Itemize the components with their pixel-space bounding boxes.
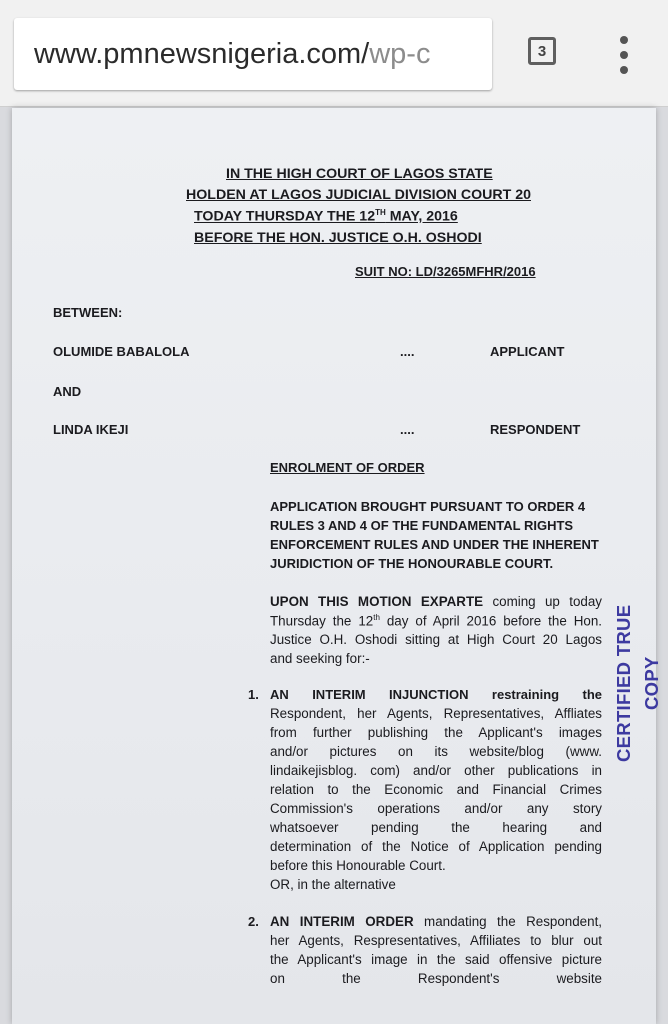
item-1-number: 1. — [248, 687, 259, 702]
url-faded-text: wp-c — [369, 38, 431, 70]
item-1-line-11: OR, in the alternative — [270, 877, 396, 892]
item-1-line-10: before this Honourable Court. — [270, 858, 446, 873]
browser-toolbar — [0, 0, 668, 107]
item-1-line-3: from further publishing the Applicant's images — [270, 725, 602, 740]
overflow-menu-icon[interactable] — [614, 36, 634, 76]
application-line-3: ENFORCEMENT RULES AND UNDER THE INHERENT — [270, 537, 599, 552]
respondent-name: LINDA IKEJI — [53, 422, 129, 437]
item-1-line-2: Respondent, her Agents, Representatives, Affliates — [270, 706, 602, 721]
application-line-4: JURIDICTION OF THE HONOURABLE COURT. — [270, 556, 554, 571]
applicant-name: OLUMIDE BABALOLA — [53, 344, 190, 359]
item-1-line-5: lindaikejisblog. com) and/or other publications in — [270, 763, 602, 778]
tab-count: 3 — [537, 43, 547, 60]
item-2-line-2: her Agents, Respresentatives, Affiliates to blur out — [270, 933, 602, 948]
item-1-line-7: Commission's operations and/or any story — [270, 801, 602, 816]
item-2-number: 2. — [248, 914, 259, 929]
certified-true-copy-stamp: CERTIFIED TRUE COPY — [613, 604, 662, 762]
item-2-line-4: on the Respondent's website — [270, 971, 602, 986]
item-1-line-9: determination of the Notice of Application pending — [270, 839, 602, 854]
motion-line-1: UPON THIS MOTION EXPARTE coming up today — [270, 594, 602, 609]
tab-switcher-button[interactable] — [528, 37, 556, 65]
court-title: IN THE HIGH COURT OF LAGOS STATE — [226, 166, 493, 182]
court-judge: BEFORE THE HON. JUSTICE O.H. OSHODI — [194, 230, 482, 246]
item-1-line-6: relation to the Economic and Financial Crimes — [270, 782, 602, 797]
item-2-line-3: the Applicant's image in the said offensive picture — [270, 952, 602, 967]
item-1-line-8: whatsoever pending the hearing and — [270, 820, 602, 835]
document-page — [12, 108, 662, 1024]
court-date: TODAY THURSDAY THE 12TH MAY, 2016 — [194, 208, 458, 225]
and-label: AND — [53, 384, 82, 399]
applicant-role: APPLICANT — [490, 344, 565, 359]
respondent-dots: .... — [400, 422, 415, 437]
respondent-role: RESPONDENT — [490, 422, 581, 437]
application-line-2: RULES 3 AND 4 OF THE FUNDAMENTAL RIGHTS — [270, 518, 574, 533]
applicant-dots: .... — [400, 344, 415, 359]
item-1-line-4: and/or pictures on its website/blog (www. — [270, 744, 602, 759]
url-bar[interactable] — [14, 18, 492, 90]
enrolment-heading: ENROLMENT OF ORDER — [270, 460, 425, 475]
item-2-line-1: AN INTERIM ORDER mandating the Respondent, — [270, 914, 603, 929]
application-line-1: APPLICATION BROUGHT PURSUANT TO ORDER 4 — [270, 499, 586, 514]
motion-line-3: Justice O.H. Oshodi sitting at High Court 20 Lagos — [270, 632, 602, 647]
motion-line-4: and seeking for:- — [270, 651, 370, 666]
motion-line-2: Thursday the 12th day of April 2016 before the Hon. — [270, 613, 602, 629]
item-1-line-1: AN INTERIM INJUNCTION restraining the — [270, 687, 602, 702]
url-main-text: www.pmnewsnigeria.com/ — [34, 38, 370, 70]
suit-number: SUIT NO: LD/3265MFHR/2016 — [355, 264, 536, 279]
between-label: BETWEEN: — [53, 305, 123, 320]
court-division: HOLDEN AT LAGOS JUDICIAL DIVISION COURT 20 — [186, 187, 531, 203]
